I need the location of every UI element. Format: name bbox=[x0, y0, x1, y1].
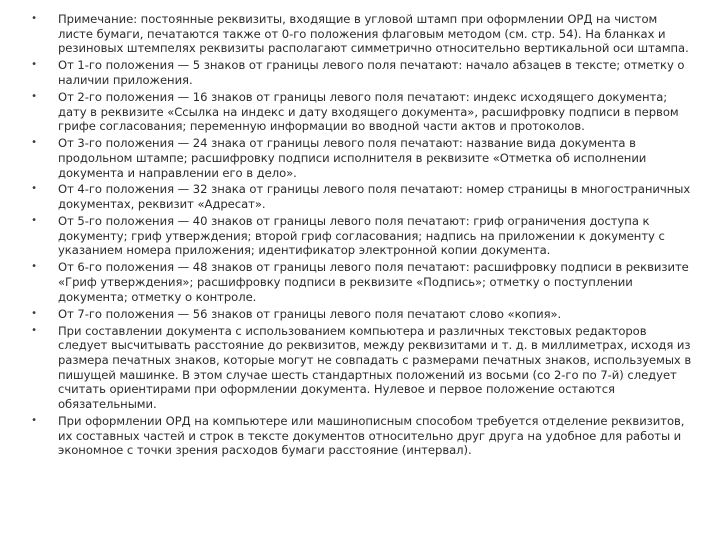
bullet-icon: • bbox=[31, 324, 37, 336]
list-item bbox=[28, 12, 692, 56]
bullet-icon: • bbox=[31, 183, 37, 195]
spacing-paragraph: При оформлении ОРД на компьютере или машинописным способом требуется отделение реквизитов, их составных частей и строк в тексте документов относительно друг друга на удобное для работы и экономное с точки зрения расходов бумаги расстояние (интервал). bbox=[58, 413, 685, 458]
position-1-paragraph: От 1-го положения — 5 знаков от границы левого поля печатают: начало абзацев в тексте; отметку о наличии приложения. bbox=[58, 58, 685, 87]
bullet-icon: • bbox=[31, 215, 37, 227]
list-item bbox=[28, 414, 692, 458]
list-item bbox=[28, 58, 692, 87]
position-3-paragraph: От 3-го положения — 24 знака от границы левого поля печатают: название вида документа в продольном штампе; расшифровку подписи исполнителя в реквизите «Отметка об исполнении документа и направлении его в дело». bbox=[58, 136, 647, 180]
computer-layout-paragraph: При составлении документа с использованием компьютера и различных текстовых редакторов следует высчитывать расстояние до реквизитов, между реквизитами и т. д. в миллиметрах, исходя из размера печатных знаков, которые могут не совпадать с размерами печатных знаков, используемых в пишущей машинке. В этом случае шесть стандартных положений из восьми (со 2-го по 7-й) следует считать ориентирами при оформлении документа. Нулевое и первое положение остаются обязательными. bbox=[58, 323, 692, 412]
list-item bbox=[28, 90, 692, 134]
list-item bbox=[28, 214, 692, 258]
position-2-paragraph: От 2-го положения — 16 знаков от границы левого поля печатают: индекс исходящего документа; дату в реквизите «Ссылка на индекс и дату входящего документа», расшифровку подписи в первом грифе согласования; переменную информации во вводной части актов и протоколов. bbox=[58, 89, 679, 134]
list-item bbox=[28, 260, 692, 304]
position-6-paragraph: От 6-го положения — 48 знаков от границы левого поля печатают: расшифровку подписи в реквизите «Гриф утверждения»; расшифровку подписи в реквизите «Подпись»; отметку о поступлении документа; отметку о контроле. bbox=[58, 260, 689, 304]
bullet-icon: • bbox=[31, 261, 37, 273]
list-item bbox=[28, 307, 692, 322]
note-paragraph: Примечание: постоянные реквизиты, входящие в угловой штамп при оформлении ОРД на чистом листе бумаги, печатаются также от 0-го положения флаговым методом (см. стр. 54). На бланках и резиновых штемпелях реквизиты располагают симметрично относительно вертикальной оси штампа. bbox=[58, 12, 689, 56]
bullet-icon: • bbox=[31, 307, 37, 319]
list-item bbox=[28, 182, 692, 211]
position-7-paragraph: От 7-го положения — 56 знаков от границы левого поля печатают слово «копия». bbox=[58, 306, 562, 321]
position-4-paragraph: От 4-го положения — 32 знака от границы левого поля печатают: номер страницы в многостраничных документах, реквизит «Адресат». bbox=[58, 182, 691, 212]
bullet-icon: • bbox=[31, 59, 37, 71]
list-item bbox=[28, 136, 692, 180]
bullet-icon: • bbox=[31, 137, 37, 149]
bullet-icon: • bbox=[31, 90, 37, 102]
bullet-icon: • bbox=[31, 13, 37, 24]
position-5-paragraph: От 5-го положения — 40 знаков от границы левого поля печатают: гриф ограничения доступа к документу; гриф утверждения; второй гриф согласования; надпись на приложении к документу с указанием номера приложения; идентификатор электронной копии документа. bbox=[58, 214, 665, 258]
list-item bbox=[28, 324, 692, 412]
bullet-icon: • bbox=[31, 414, 37, 426]
bullet-list bbox=[28, 12, 692, 460]
